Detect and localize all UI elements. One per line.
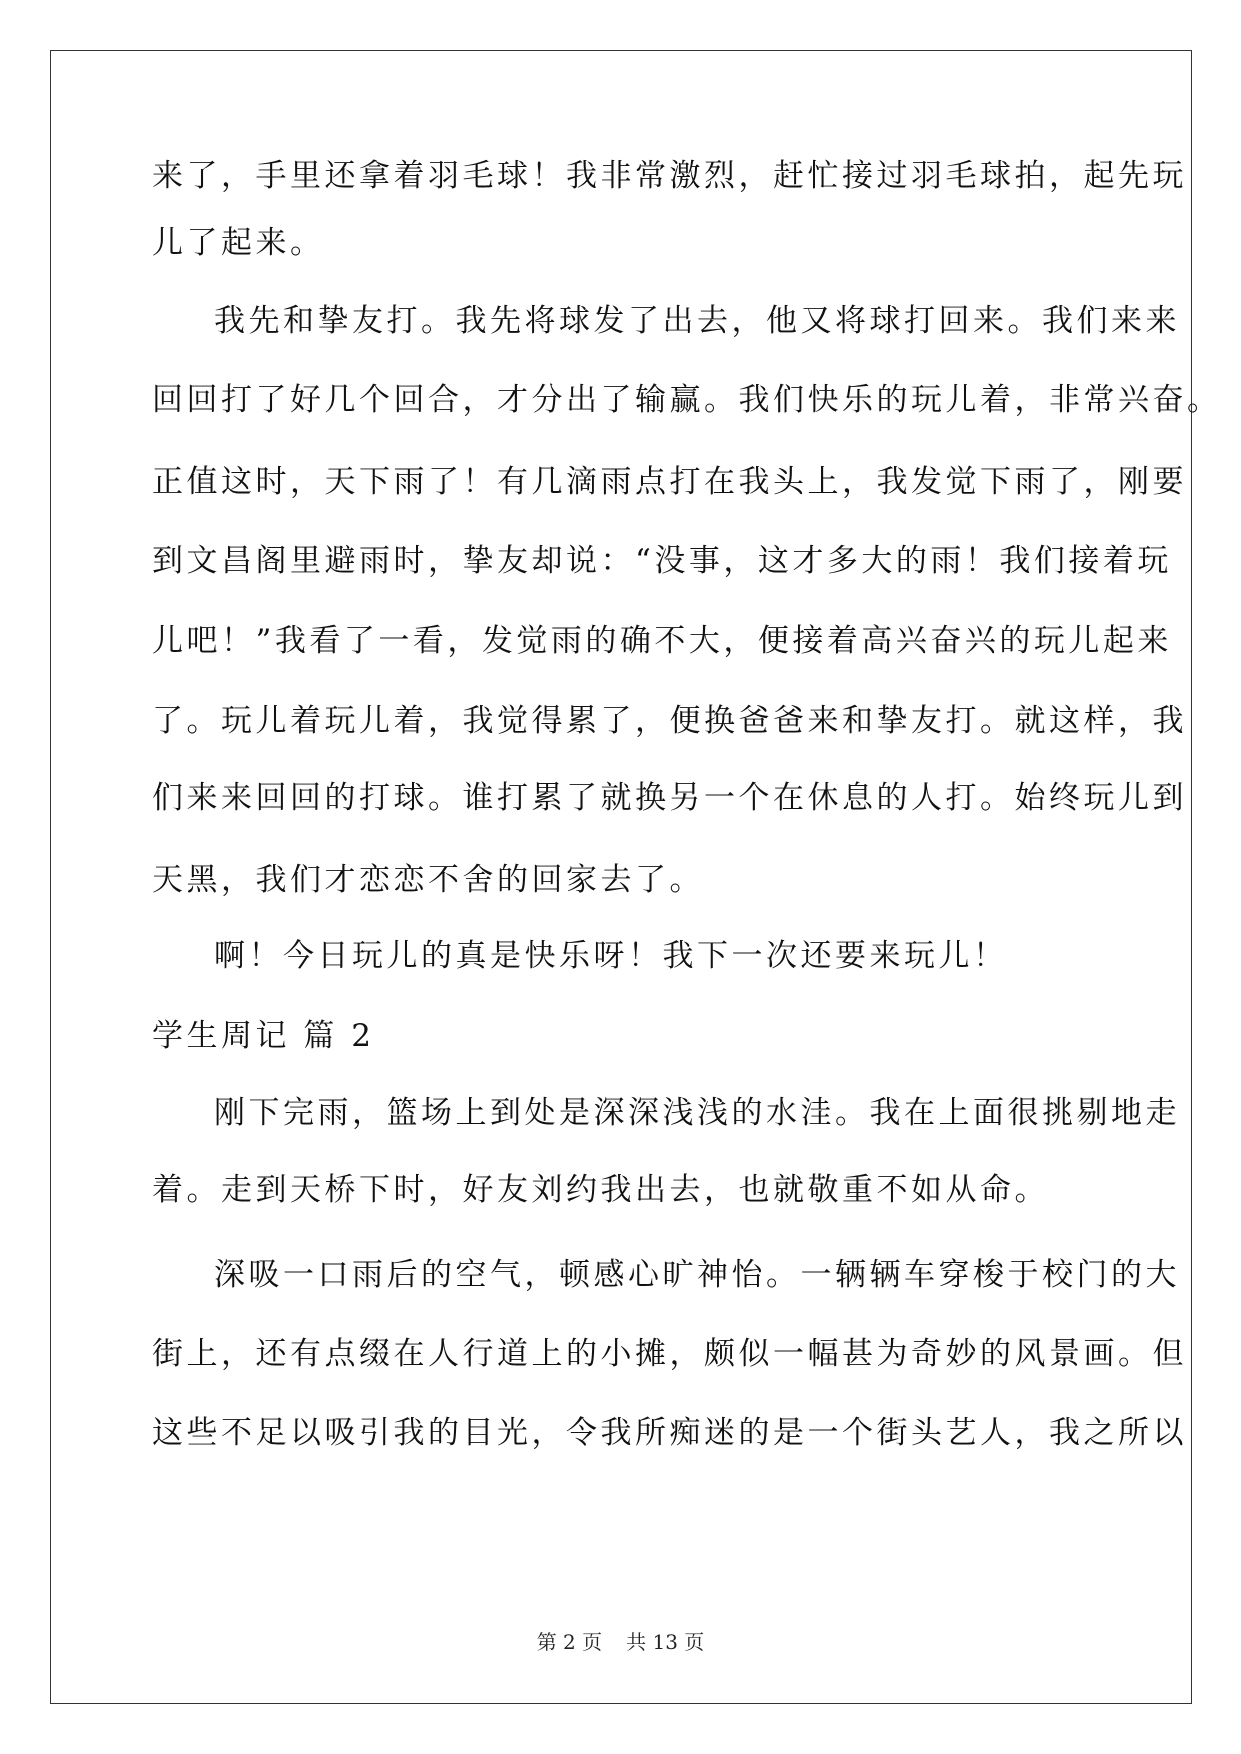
- body-line: 们来来回回的打球。谁打累了就换另一个在休息的人打。始终玩儿到: [152, 780, 1187, 816]
- body-line: 天黑，我们才恋恋不舍的回家去了。: [152, 862, 704, 898]
- body-line: 儿了起来。: [152, 225, 325, 261]
- paragraph-first-line: 啊！今日玩儿的真是快乐呀！我下一次还要来玩儿！: [214, 938, 1008, 974]
- body-line: 来了，手里还拿着羽毛球！我非常激烈，赶忙接过羽毛球拍，起先玩: [152, 158, 1187, 194]
- body-line: 着。走到天桥下时，好友刘约我出去，也就敬重不如从命。: [152, 1172, 1049, 1208]
- body-line: 到文昌阁里避雨时，挚友却说：“没事，这才多大的雨！我们接着玩: [152, 543, 1172, 579]
- paragraph-first-line: 我先和挚友打。我先将球发了出去，他又将球打回来。我们来来: [214, 303, 1180, 339]
- paragraph-first-line: 刚下完雨，篮场上到处是深深浅浅的水洼。我在上面很挑剔地走: [214, 1095, 1180, 1131]
- paragraph-first-line: 深吸一口雨后的空气，顿感心旷神怡。一辆辆车穿梭于校门的大: [214, 1257, 1180, 1293]
- page-footer: [0, 1626, 1241, 1655]
- section-heading: 学生周记 篇 2: [152, 1018, 375, 1054]
- page-total: 共 13 页: [626, 1630, 705, 1654]
- body-line: 这些不足以吸引我的目光，令我所痴迷的是一个街头艺人，我之所以: [152, 1415, 1187, 1451]
- page-number: 第 2 页: [536, 1630, 603, 1654]
- body-line: 了。玩儿着玩儿着，我觉得累了，便换爸爸来和挚友打。就这样，我: [152, 703, 1187, 739]
- body-line: 儿吧！”我看了一看，发觉雨的确不大，便接着高兴奋兴的玩儿起来: [152, 623, 1172, 659]
- body-line: 街上，还有点缀在人行道上的小摊，颇似一幅甚为奇妙的风景画。但: [152, 1336, 1187, 1372]
- body-line: 回回打了好几个回合，才分出了输赢。我们快乐的玩儿着，非常兴奋。: [152, 382, 1222, 418]
- body-line: 正值这时，天下雨了！有几滴雨点打在我头上，我发觉下雨了，刚要: [152, 464, 1187, 500]
